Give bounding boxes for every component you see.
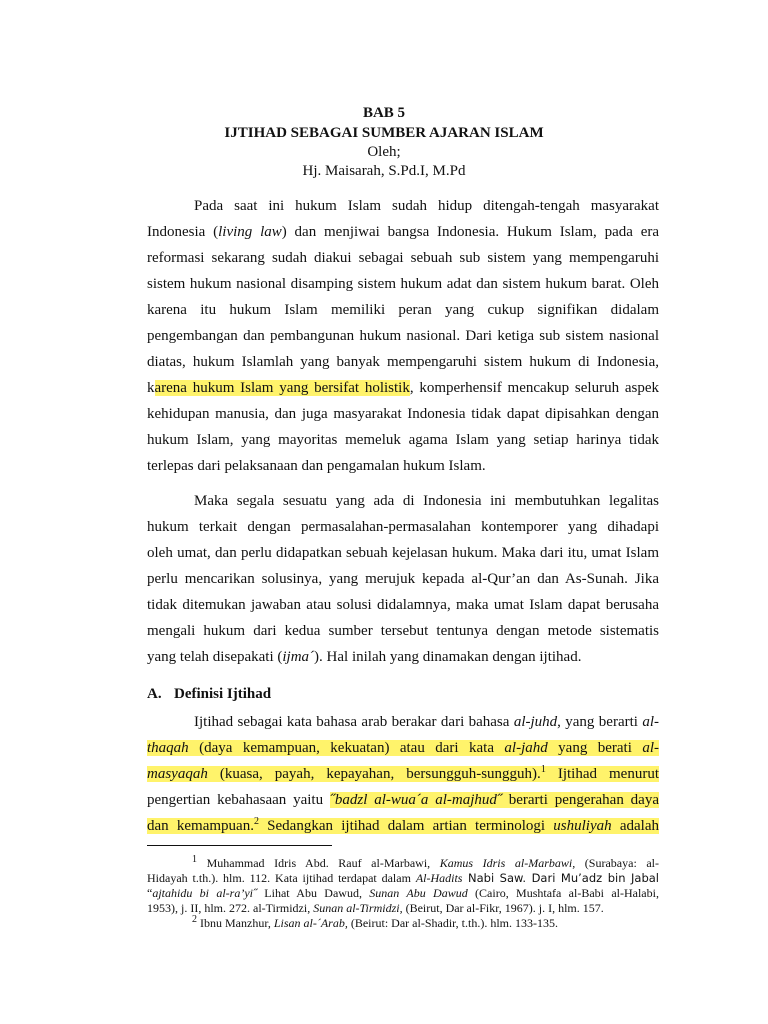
footnote-1-line: $^1$ Muhammad Idris Abd. Rauf al-Marbawi, Kamus Idris al-Marbawi, (Surabaya: al- <box>192 854 660 870</box>
footnote-1-line: Hidayah t.th.). hlm. 112. Kata ijtihad terdapat dalam Al-Hadits Nabi Saw. Dari Mu’adz bin Jabal <box>147 871 659 885</box>
paragraph-1-line: terlepas dari pelaksanaan dan pengamalan hukum Islam. <box>147 458 486 474</box>
paragraph-1-line: reformasi sekarang sudah diakui sebagai sebuah sub sistem yang mempengaruhi <box>147 250 659 266</box>
paragraph-1-line: kehidupan manusia, dan juga masyarakat Indonesia tidak dapat dipisahkan dengan <box>147 406 659 422</box>
paragraph-1-line: sistem hukum nasional disamping sistem hukum adat dan sistem hukum barat. Oleh <box>147 276 659 292</box>
paragraph-1-line: pengembangan dan pembangunan hukum nasional. Dari ketiga sub sistem nasional <box>147 328 659 344</box>
paragraph-1-line: hukum Islam, yang mayoritas memeluk agama Islam yang setiap harinya tidak <box>147 432 659 448</box>
paragraph-2-line: hukum terkait dengan permasalahan-permasalahan kontemporer yang dihadapi <box>147 519 659 535</box>
paragraph-1-line: Pada saat ini hukum Islam sudah hidup ditengah-tengah masyarakat <box>194 198 659 214</box>
author-prefix: Oleh; <box>367 144 401 160</box>
paragraph-1-line: karena hukum Islam yang bersifat holistik, komperhensif mencakup seluruh aspek <box>147 380 659 396</box>
footnote-1-line: “ajtahidu bi al-ra’yi˝ Lihat Abu Dawud, Sunan Abu Dawud (Cairo, Mushtafa al-Babi al-Halabi, <box>147 886 659 900</box>
paragraph-3-line: pengertian kebahasaan yaitu ˝badzl al-wua´a al-majhud˝ berarti pengerahan daya <box>147 792 659 808</box>
paragraph-1-line: karena itu hukum Islam memiliki peran yang cukup signifikan didalam <box>147 302 659 318</box>
paragraph-2-line: tidak ditemukan jawaban atau solusi didalamnya, maka umat Islam dapat berusaha <box>147 597 659 613</box>
highlighted-text: arena hukum Islam yang bersifat holistik <box>154 380 410 396</box>
chapter-title: IJTIHAD SEBAGAI SUMBER AJARAN ISLAM <box>224 125 544 141</box>
paragraph-1-line: diatas, hukum Islamlah yang banyak mempengaruhi sistem hukum di Indonesia, <box>147 354 659 370</box>
paragraph-3-line: dan kemampuan.$^2$ Sedangkan ijtihad dalam artian terminologi ushuliyah adalah <box>147 816 659 834</box>
footnote-1-line: 1953), j. II, hlm. 272. al-Tirmidzi, Sunan al-Tirmidzi, (Beirut, Dar al-Fikr, 1967). j. I, hlm. 157. <box>147 901 604 915</box>
paragraph-3-line: masyaqah (kuasa, payah, kepayahan, bersungguh-sungguh).$^1$ Ijtihad menurut <box>147 764 659 782</box>
paragraph-1-line: Indonesia (living law) dan menjiwai bangsa Indonesia. Hukum Islam, pada era <box>147 224 660 240</box>
section-a-title: Definisi Ijtihad <box>174 686 272 702</box>
paragraph-3-line: thaqah (daya kemampuan, kekuatan) atau dari kata al-jahd yang berati al- <box>147 740 659 756</box>
footnote-2-line: $^2$ Ibnu Manzhur, Lisan al-´Arab, (Beirut: Dar al-Shadir, t.th.). hlm. 133-135. <box>192 914 559 930</box>
footnote-separator <box>147 845 332 846</box>
footnote-ref-1[interactable]: 1 <box>540 764 546 775</box>
paragraph-2-line: yang telah disepakati (ijma´). Hal inilah yang dinamakan dengan ijtihad. <box>147 649 582 665</box>
paragraph-3-line: Ijtihad sebagai kata bahasa arab berakar dari bahasa al-juhd, yang berarti al- <box>194 714 659 730</box>
chapter-label: BAB 5 <box>362 105 406 121</box>
author-name: Hj. Maisarah, S.Pd.I, M.Pd <box>302 163 466 179</box>
section-a-label: A. <box>147 686 162 702</box>
paragraph-2-line: mengali hukum dari kedua sumber tersebut tentunya dengan metode sistematis <box>147 623 659 639</box>
paragraph-2-line: perlu mencarikan solusinya, yang merujuk kepada al-Qur’an dan As-Sunah. Jika <box>147 571 659 587</box>
paragraph-2-line: oleh umat, dan perlu didapatkan sebuah kejelasan hukum. Maka dari itu, umat Islam <box>147 545 659 561</box>
paragraph-2-line: Maka segala sesuatu yang ada di Indonesia ini membutuhkan legalitas <box>194 493 659 509</box>
footnote-ref-2[interactable]: 2 <box>253 816 259 827</box>
